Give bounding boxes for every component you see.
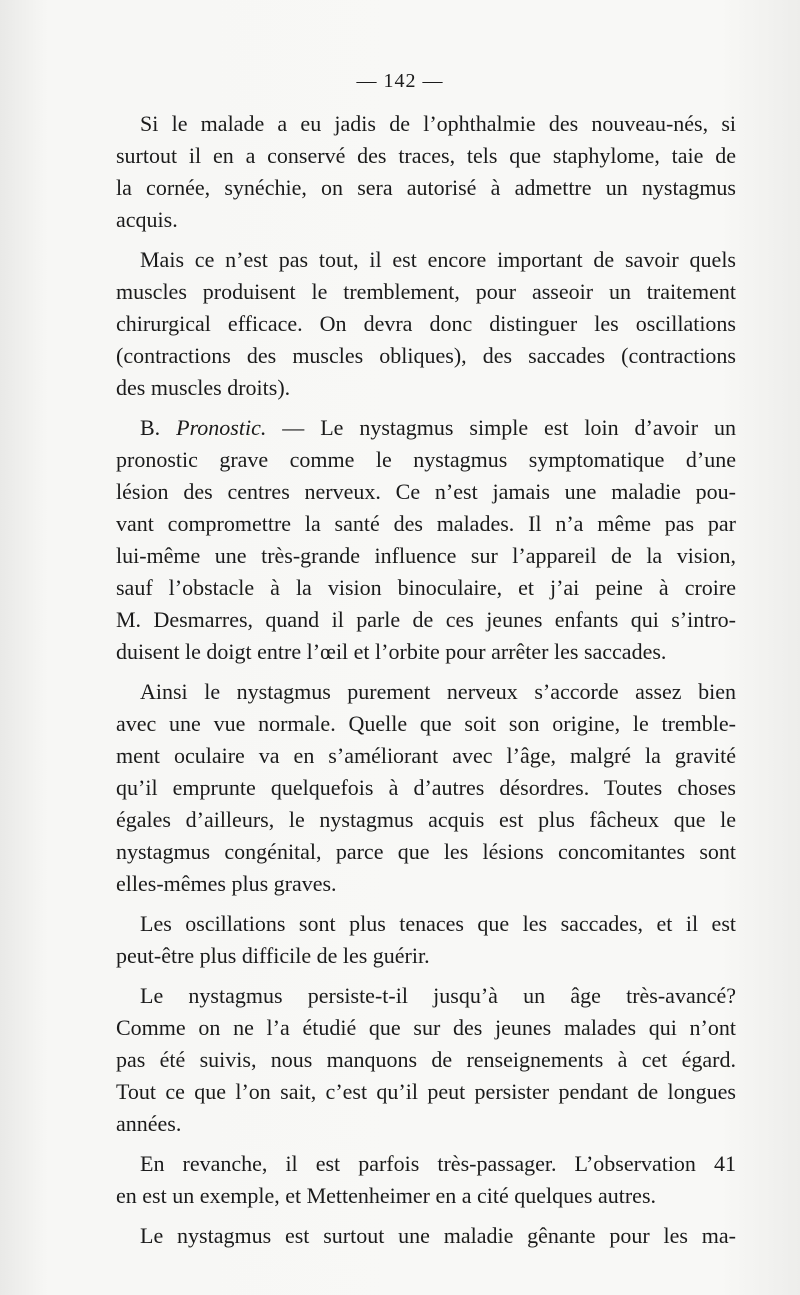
- text-line: Le nystagmus persiste-t-il jusqu’à un âge très-avancé?: [140, 983, 736, 1008]
- paragraph: [116, 1220, 736, 1252]
- text-line: duisent le doigt entre l’œil et l’orbite pour arrêter les saccades.: [116, 639, 667, 664]
- paragraph: [116, 108, 736, 236]
- paragraph: [116, 676, 736, 900]
- text-line: en est un exemple, et Mettenheimer en a cité quelques autres.: [116, 1183, 657, 1208]
- paragraph: [116, 980, 736, 1140]
- text-line: chirurgical efficace. On devra donc distinguer les oscillations: [116, 311, 736, 336]
- text-line: sauf l’obstacle à la vision binoculaire, et j’ai peine à croire: [116, 575, 736, 600]
- text-line: En revanche, il est parfois très-passager. L’observation 41: [140, 1151, 736, 1176]
- text-line: des muscles droits).: [116, 375, 291, 400]
- text-line: Mais ce n’est pas tout, il est encore important de savoir quels: [140, 247, 736, 272]
- text-line: Le nystagmus est surtout une maladie gênante pour les ma-: [140, 1223, 736, 1248]
- text-line: nystagmus congénital, parce que les lésions concomitantes sont: [116, 839, 736, 864]
- text-line: Ainsi le nystagmus purement nerveux s’accorde assez bien: [140, 679, 736, 704]
- text-fragment: — Le nystagmus simple est loin d’avoir un: [282, 415, 737, 440]
- text-line: surtout il en a conservé des traces, tels que staphylome, taie de: [116, 143, 736, 168]
- text-line: Si le malade a eu jadis de l’ophthalmie des nouveau-nés, si: [140, 111, 736, 136]
- paragraph-pronostic: [116, 412, 736, 668]
- text-line: M. Desmarres, quand il parle de ces jeunes enfants qui s’intro-: [116, 607, 736, 632]
- text-line: ment oculaire va en s’améliorant avec l’âge, malgré la gravité: [116, 743, 736, 768]
- text-line: lui-même une très-grande influence sur l’appareil de la vision,: [116, 543, 736, 568]
- text-line: qu’il emprunte quelquefois à d’autres désordres. Toutes choses: [116, 775, 736, 800]
- paragraph: [116, 244, 736, 404]
- text-line: Tout ce que l’on sait, c’est qu’il peut persister pendant de longues: [116, 1079, 736, 1104]
- text-line: (contractions des muscles obliques), des saccades (contractions: [116, 343, 736, 368]
- text-line: égales d’ailleurs, le nystagmus acquis est plus fâcheux que le: [116, 807, 736, 832]
- section-heading: Pronostic.: [176, 415, 267, 440]
- text-line: peut-être plus difficile de les guérir.: [116, 943, 430, 968]
- text-line: pas été suivis, nous manquons de renseignements à cet égard.: [116, 1047, 736, 1072]
- paragraph: [116, 1148, 736, 1212]
- text-line: Comme on ne l’a étudié que sur des jeunes malades qui n’ont: [116, 1015, 736, 1040]
- text-line: elles-mêmes plus graves.: [116, 871, 337, 896]
- text-line: années.: [116, 1111, 182, 1136]
- body-text: [116, 108, 736, 1260]
- page-number: — 142 —: [356, 70, 444, 92]
- text-line: lésion des centres nerveux. Ce n’est jamais une maladie pou-: [116, 479, 736, 504]
- text-line: pronostic grave comme le nystagmus symptomatique d’une: [116, 447, 736, 472]
- text-line: muscles produisent le tremblement, pour asseoir un traitement: [116, 279, 736, 304]
- text-line: acquis.: [116, 207, 178, 232]
- text-line: avec une vue normale. Quelle que soit son origine, le tremble-: [116, 711, 736, 736]
- text-line: la cornée, synéchie, on sera autorisé à admettre un nystagmus: [116, 175, 736, 200]
- text-line: Les oscillations sont plus tenaces que les saccades, et il est: [140, 911, 736, 936]
- paragraph: [116, 908, 736, 972]
- text-line: vant compromettre la santé des malades. Il n’a même pas par: [116, 511, 736, 536]
- section-label: B.: [140, 415, 161, 440]
- text-line: [116, 412, 736, 444]
